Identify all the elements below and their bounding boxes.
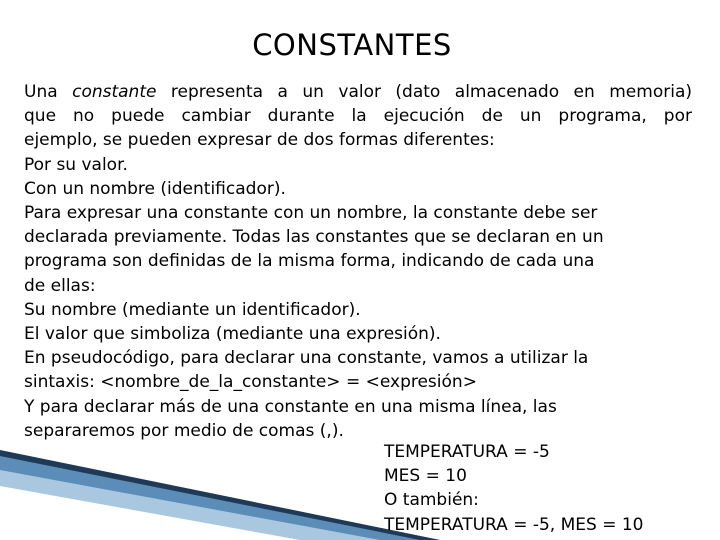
- body-line: Por su valor.: [24, 154, 128, 175]
- body-line: ejemplo, se pueden expresar de dos formas diferentes:: [24, 130, 495, 151]
- body-line: [24, 80, 692, 104]
- intro-prefix: Una: [24, 82, 73, 102]
- example-block: [384, 440, 644, 537]
- body-line: separaremos por medio de comas (,).: [24, 420, 344, 441]
- body-line: que no puede cambiar durante la ejecución de un programa, por: [24, 106, 692, 127]
- body-text: [24, 80, 692, 443]
- example-line: TEMPERATURA = -5: [384, 442, 550, 462]
- example-line: MES = 10: [384, 466, 467, 487]
- example-line: TEMPERATURA = -5, MES = 10: [384, 514, 644, 535]
- body-line: programa son definidas de la misma forma, indicando de cada una: [24, 251, 595, 272]
- term-constante: constante: [72, 82, 157, 102]
- example-line: O también:: [384, 490, 479, 511]
- body-line: sintaxis: <nombre_de_la_constante> = <expresión>: [24, 372, 477, 393]
- body-line: En pseudocódigo, para declarar una constante, vamos a utilizar la: [24, 348, 589, 369]
- body-line: Para expresar una constante con un nombre, la constante debe ser: [24, 203, 598, 224]
- intro-rest: representa a un valor (dato almacenado en memoria): [156, 82, 692, 102]
- body-line: Su nombre (mediante un identificador).: [24, 299, 361, 320]
- body-line: Con un nombre (identificador).: [24, 178, 286, 199]
- body-line: de ellas:: [24, 275, 96, 296]
- slide-title: CONSTANTES: [252, 28, 452, 62]
- body-line: declarada previamente. Todas las constantes que se declaran en un: [24, 227, 604, 248]
- decorative-swoosh: [0, 440, 440, 540]
- body-line: Y para declarar más de una constante en una misma línea, las: [24, 396, 557, 417]
- body-line: El valor que simboliza (mediante una expresión).: [24, 324, 441, 345]
